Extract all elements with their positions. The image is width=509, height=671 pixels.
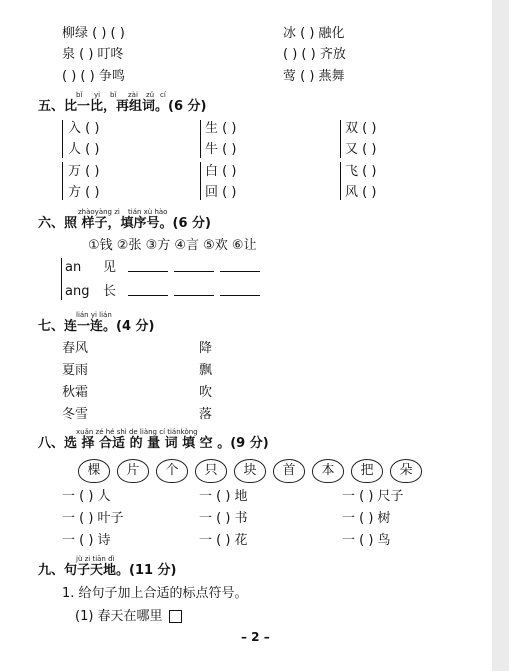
question-text: (1) 春天在哪里 — [75, 609, 163, 624]
group-bracket — [340, 162, 341, 200]
example-char: 长 — [103, 284, 117, 299]
pinyin: bǐ — [76, 91, 83, 99]
example-char: 见 — [103, 260, 117, 275]
character-options: ①钱 ②张 ③方 ④言 ⑤欢 ⑥让 — [88, 238, 257, 253]
fill-line: ( ) ( ) 争鸣 — [62, 69, 125, 84]
fill-line: 一 ( ) 地 — [199, 489, 248, 504]
pinyin: zhàoyàng zi — [78, 208, 120, 216]
group-bracket — [62, 162, 63, 200]
match-right-item: 降 — [199, 341, 213, 356]
fill-line: 泉 ( ) 叮咚 — [62, 47, 124, 62]
fill-line: ( ) ( ) 齐放 — [283, 47, 346, 62]
sound-label: an — [65, 260, 82, 275]
answer-blanks — [128, 260, 266, 277]
group-bracket — [61, 258, 62, 300]
sound-label: ang — [65, 284, 90, 299]
match-left-item: 春风 — [62, 341, 89, 356]
word-bubble: 棵 — [78, 459, 110, 483]
match-right-item: 吹 — [199, 385, 213, 400]
pinyin: tián xù hào — [128, 208, 168, 216]
word-pair-item: 回 ( ) — [205, 185, 237, 200]
word-bubble: 片 — [117, 459, 149, 483]
pinyin: zài — [128, 91, 138, 99]
fill-line: 一 ( ) 树 — [342, 511, 391, 526]
pinyin: bǐ — [110, 91, 117, 99]
match-left-item: 夏雨 — [62, 363, 89, 378]
section-title: 九、句子天地。(11 分) — [38, 563, 177, 578]
fill-line: 一 ( ) 尺子 — [342, 489, 404, 504]
pinyin: xuǎn zé hé shì de liàng cí tiánkòng — [76, 428, 198, 436]
word-bubble: 朵 — [390, 459, 422, 483]
fill-line: 一 ( ) 叶子 — [62, 511, 124, 526]
pinyin: zǔ — [146, 91, 155, 99]
word-pair-item: 入 ( ) — [68, 121, 100, 136]
pinyin: yi — [94, 91, 101, 99]
word-pair-item: 风 ( ) — [345, 185, 377, 200]
fill-line: 一 ( ) 诗 — [62, 533, 111, 548]
word-pair-item: 人 ( ) — [68, 142, 100, 157]
word-pair-item: 万 ( ) — [68, 164, 100, 179]
punctuation-answer-box[interactable] — [169, 610, 182, 623]
word-pair-item: 方 ( ) — [68, 185, 100, 200]
word-bubble: 只 — [195, 459, 227, 483]
fill-line: 一 ( ) 书 — [199, 511, 248, 526]
pinyin: jù zi tiān dì — [76, 555, 115, 563]
fill-line: 冰 ( ) 融化 — [283, 26, 345, 41]
question-text: 1. 给句子加上合适的标点符号。 — [62, 586, 248, 601]
word-bubble: 首 — [273, 459, 305, 483]
word-bubble: 本 — [312, 459, 344, 483]
word-pair-item: 生 ( ) — [205, 121, 237, 136]
word-pair-item: 牛 ( ) — [205, 142, 237, 157]
section-title: 六、照 样子，填序号。(6 分) — [38, 216, 211, 231]
word-pair-item: 又 ( ) — [345, 142, 377, 157]
match-right-item: 落 — [199, 407, 213, 422]
match-right-item: 飘 — [199, 363, 213, 378]
answer-blanks — [128, 284, 266, 301]
match-left-item: 秋霜 — [62, 385, 89, 400]
section-title: 七、连一连。(4 分) — [38, 319, 155, 334]
word-bubble: 把 — [351, 459, 383, 483]
section-title: 八、选 择 合适 的 量 词 填 空 。(9 分) — [38, 436, 269, 451]
group-bracket — [340, 120, 341, 158]
fill-line: 一 ( ) 人 — [62, 489, 111, 504]
word-pair-item: 飞 ( ) — [345, 164, 377, 179]
fill-line: 柳绿 ( ) ( ) — [62, 26, 125, 41]
group-bracket — [200, 120, 201, 158]
pinyin: cí — [160, 91, 166, 99]
match-left-item: 冬雪 — [62, 407, 89, 422]
section-title: 五、比一比，再组词。(6 分) — [38, 99, 207, 114]
pinyin: lián yi lián — [76, 311, 112, 319]
word-bubble: 个 — [156, 459, 188, 483]
group-bracket — [62, 120, 63, 158]
fill-line: 莺 ( ) 燕舞 — [283, 69, 345, 84]
word-bubble: 块 — [234, 459, 266, 483]
fill-line: 一 ( ) 花 — [199, 533, 248, 548]
word-pair-item: 双 ( ) — [345, 121, 377, 136]
word-pair-item: 白 ( ) — [205, 164, 237, 179]
group-bracket — [200, 162, 201, 200]
fill-line: 一 ( ) 鸟 — [342, 533, 391, 548]
page-number: – 2 – — [241, 630, 270, 644]
